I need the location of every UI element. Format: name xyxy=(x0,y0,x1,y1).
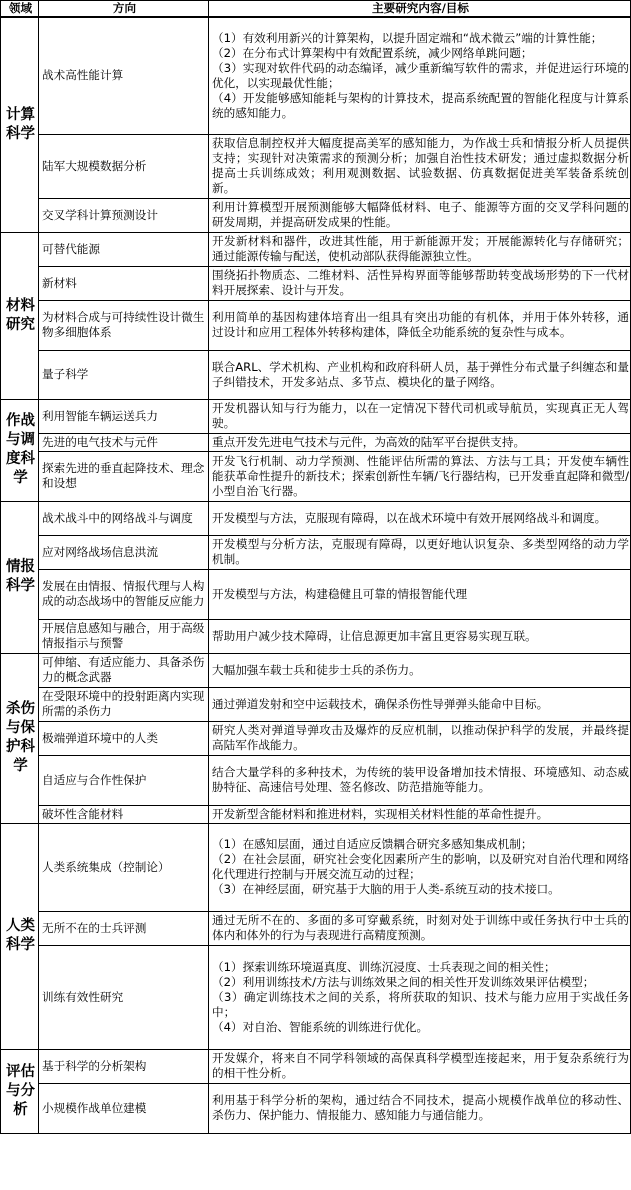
content-cell xyxy=(209,653,631,687)
direction-cell: 基于科学的分析架构 xyxy=(39,1049,209,1083)
domain-label-line: 度科 xyxy=(6,451,35,467)
table-row xyxy=(1,17,631,134)
content-line: 研究人类对弹道导弹攻击及爆炸的反应机制，以推动保护科学的发展，并最终提高陆军作战能力。 xyxy=(212,723,629,752)
direction-cell: 先进的电气技术与元件 xyxy=(39,433,209,451)
domain-label-line: 计算 xyxy=(6,106,35,123)
table-body xyxy=(1,17,631,1133)
content-cell xyxy=(209,399,631,433)
content-line: （3）确定训练技术之间的关系，将所获取的知识、技术与能力应用于实战任务中； xyxy=(212,989,629,1019)
content-line: 开发媒介，将来自不同学科领域的高保真科学模型连接起来，用于复杂系统行为的相干性分析。 xyxy=(212,1051,629,1080)
domain-label-line: 情报 xyxy=(6,559,35,575)
content-line: 开发新材料和器件，改进其性能，用于新能源开发；开展能源转化与存储研究；通过能源传输与配送，使机动部队获得能源独立性。 xyxy=(212,234,629,263)
domain-label-line: 护科 xyxy=(6,739,35,755)
table-row xyxy=(1,619,631,653)
domain-label-line: 材料 xyxy=(6,297,35,314)
direction-cell: 为材料合成与可持续性设计微生物多细胞体系 xyxy=(39,300,209,350)
direction-cell: 发展在由情报、情报代理与人构成的动态战场中的智能反应能力 xyxy=(39,569,209,619)
direction-cell: 破坏性含能材料 xyxy=(39,805,209,823)
table-row xyxy=(1,134,631,198)
table-row xyxy=(1,232,631,266)
domain-cell xyxy=(1,653,39,823)
content-line: （1）在感知层面，通过自适应反馈耦合研究多感知集成机制； xyxy=(212,837,533,851)
content-cell xyxy=(209,805,631,823)
content-cell xyxy=(209,266,631,300)
table-row xyxy=(1,1083,631,1133)
domain-label-line: 评估 xyxy=(6,1063,35,1080)
content-line: （1）探索训练环境逼真度、训练沉浸度、士兵表现之间的相关性； xyxy=(212,959,556,974)
content-line: （2）利用训练技术/方法与训练效果之间的相关性开发训练效果评估模型； xyxy=(212,974,595,989)
content-line: 开发机器认知与行为能力，以在一定情况下替代司机或导航员，实现真正无人驾驶。 xyxy=(212,401,629,430)
content-line: 开发模型与方法，克服现有障碍，以在战术环境中有效开展网络战斗和调度。 xyxy=(212,510,607,525)
domain-cell xyxy=(1,1049,39,1133)
content-cell xyxy=(209,619,631,653)
direction-cell: 交叉学科计算预测设计 xyxy=(39,198,209,232)
content-line: 重点开发先进电气技术与元件，为高效的陆军平台提供支持。 xyxy=(212,434,526,449)
domain-label-line: 作战 xyxy=(6,413,35,429)
content-line: 大幅加强车载士兵和徒步士兵的杀伤力。 xyxy=(212,662,421,677)
table-row xyxy=(1,198,631,232)
content-cell xyxy=(209,17,631,134)
content-line: （2）在社会层面，研究社会变化因素所产生的影响，以及研究对自治代理和网络化代理进行控制与开展交流互动的过程； xyxy=(212,852,629,881)
header-direction: 方向 xyxy=(39,1,209,18)
content-line: 结合大量学科的多种技术，为传统的装甲设备增加技术情报、环境感知、动态威胁特征、高速信号处理、签名修改、防范措施等能力。 xyxy=(212,765,629,794)
domain-label-line: 与调 xyxy=(6,432,35,448)
content-line: 开发飞行机制、动力学预测、性能评估所需的算法、方法与工具；开发使车辆性能获革命性提升的新技术；探索创新性车辆/飞行器结构，已开发垂直起降和微型/小型自治飞行器。 xyxy=(212,453,629,498)
content-line: 开发模型与方法，构建稳健且可靠的情报智能代理 xyxy=(212,586,468,601)
domain-label-line: 杀伤 xyxy=(6,701,35,717)
table-row xyxy=(1,535,631,569)
content-cell xyxy=(209,451,631,501)
header-content: 主要研究内容/目标 xyxy=(209,1,631,18)
content-line: 利用计算模型开展预测能够大幅降低材料、电子、能源等方面的交叉学科问题的研发周期，并提高研发成果的性能。 xyxy=(212,200,629,229)
table-row xyxy=(1,451,631,501)
content-line: 通过无所不在的、多面的多可穿戴系统，时刻对处于训练中或任务执行中士兵的体内和体外的行为与表现进行高精度预测。 xyxy=(212,913,629,942)
domain-label-line: 研究 xyxy=(6,316,35,333)
table-row xyxy=(1,721,631,755)
table-row xyxy=(1,266,631,300)
domain-label-line: 科学 xyxy=(6,937,35,953)
table-row xyxy=(1,569,631,619)
domain-cell xyxy=(1,17,39,232)
content-line: 围绕拓扑物质态、二维材料、活性异构界面等能够帮助转变战场形势的下一代材料开展探索、设计与开发。 xyxy=(212,268,629,297)
content-cell xyxy=(209,1083,631,1133)
direction-cell: 在受限环境中的投射距离内实现所需的杀伤力 xyxy=(39,687,209,721)
content-cell xyxy=(209,755,631,805)
content-line: 利用简单的基因构建体培育出一组具有突出功能的有机体，并用于体外转移，通过设计和应用工程体外转移构建体，降低全功能系统的复杂性与成本。 xyxy=(212,310,629,339)
domain-cell xyxy=(1,232,39,399)
table-row xyxy=(1,399,631,433)
direction-cell: 可伸缩、有适应能力、具备杀伤力的概念武器 xyxy=(39,653,209,687)
direction-cell: 人类系统集成（控制论） xyxy=(39,823,209,911)
direction-cell: 训练有效性研究 xyxy=(39,945,209,1049)
content-cell xyxy=(209,433,631,451)
direction-cell: 无所不在的士兵评测 xyxy=(39,911,209,945)
table-row xyxy=(1,653,631,687)
table-row xyxy=(1,945,631,1049)
domain-cell xyxy=(1,823,39,1049)
content-line: 获取信息制控权并大幅度提高美军的感知能力，为作战士兵和情报分析人员提供支持；实现针对决策需求的预测分析；加强自治性技术研发；通过虚拟数据分析提高士兵训练成效；利用观测数据、试验数据、仿真数据促进美军装备系统创新。 xyxy=(212,136,629,195)
direction-cell: 陆军大规模数据分析 xyxy=(39,134,209,198)
table-row xyxy=(1,687,631,721)
table-row xyxy=(1,433,631,451)
content-cell xyxy=(209,569,631,619)
content-line: 利用基于科学分析的架构，通过结合不同技术，提高小规模作战单位的移动性、杀伤力、保护能力、情报能力、感知能力与通信能力。 xyxy=(212,1093,629,1122)
direction-cell: 小规模作战单位建模 xyxy=(39,1083,209,1133)
content-cell xyxy=(209,945,631,1049)
content-line: （1）有效利用新兴的计算架构，以提升固定端和“战术微云”端的计算性能； xyxy=(212,30,603,45)
content-cell xyxy=(209,134,631,198)
domain-label-line: 学 xyxy=(13,470,28,486)
content-cell xyxy=(209,350,631,399)
direction-cell: 利用智能车辆运送兵力 xyxy=(39,399,209,433)
direction-cell: 可替代能源 xyxy=(39,232,209,266)
content-line: 通过弹道发射和空中运载技术，确保杀伤性导弹弹头能命中目标。 xyxy=(212,696,549,711)
table-row xyxy=(1,501,631,535)
table-row xyxy=(1,755,631,805)
table-row xyxy=(1,805,631,823)
direction-cell: 新材料 xyxy=(39,266,209,300)
table-header-row xyxy=(1,1,631,18)
content-line: （4）开发能够感知能耗与架构的计算技术，提高系统配置的智能化程度与计算系统的感知能力。 xyxy=(212,90,629,120)
content-cell xyxy=(209,535,631,569)
content-line: 帮助用户减少技术障碍，让信息源更加丰富且更容易实现互联。 xyxy=(212,628,537,643)
content-cell xyxy=(209,501,631,535)
direction-cell: 开展信息感知与融合，用于高级情报指示与预警 xyxy=(39,619,209,653)
domain-label-line: 析 xyxy=(13,1101,28,1118)
table-row xyxy=(1,300,631,350)
domain-label-line: 科学 xyxy=(6,578,35,594)
content-cell xyxy=(209,300,631,350)
content-cell xyxy=(209,911,631,945)
direction-cell: 应对网络战场信息洪流 xyxy=(39,535,209,569)
content-cell xyxy=(209,721,631,755)
table-row xyxy=(1,911,631,945)
header-domain: 领域 xyxy=(1,1,39,18)
table-row xyxy=(1,823,631,911)
direction-cell: 战术战斗中的网络战斗与调度 xyxy=(39,501,209,535)
content-cell xyxy=(209,687,631,721)
content-line: 开发新型含能材料和推进材料，实现相关材料性能的革命性提升。 xyxy=(212,806,549,821)
direction-cell: 探索先进的垂直起降技术、理念和设想 xyxy=(39,451,209,501)
content-line: （3）在神经层面，研究基于大脑的用于人类-系统互动的技术接口。 xyxy=(212,882,560,896)
content-line: （4）对自治、智能系统的训练进行优化。 xyxy=(212,1019,429,1034)
content-line: （2）在分布式计算架构中有效配置系统，减少网络单跳问题； xyxy=(212,45,533,60)
domain-cell xyxy=(1,501,39,653)
domain-label-line: 人类 xyxy=(6,918,35,934)
table-row xyxy=(1,350,631,399)
direction-cell: 量子科学 xyxy=(39,350,209,399)
content-cell xyxy=(209,232,631,266)
content-cell xyxy=(209,198,631,232)
content-line: 开发模型与分析方法，克服现有障碍，以更好地认识复杂、多类型网络的动力学机制。 xyxy=(212,537,629,566)
content-cell xyxy=(209,1049,631,1083)
table-row xyxy=(1,1049,631,1083)
direction-cell: 自适应与合作性保护 xyxy=(39,755,209,805)
content-line: （3）实现对软件代码的动态编译，减少重新编写软件的需求，并促进运行环境的优化，以实现最优性能； xyxy=(212,60,629,90)
domain-label-line: 与保 xyxy=(6,720,35,736)
domain-cell xyxy=(1,399,39,501)
content-line: 联合ARL、学术机构、产业机构和政府科研人员，基于弹性分布式量子纠缠态和量子纠错技术，开发多站点、多节点、模块化的量子网络。 xyxy=(212,359,629,389)
direction-cell: 战术高性能计算 xyxy=(39,17,209,134)
direction-cell: 极端弹道环境中的人类 xyxy=(39,721,209,755)
domain-label-line: 学 xyxy=(13,758,28,774)
domain-label-line: 科学 xyxy=(6,125,35,142)
content-cell xyxy=(209,823,631,911)
domain-label-line: 与分 xyxy=(6,1082,35,1099)
